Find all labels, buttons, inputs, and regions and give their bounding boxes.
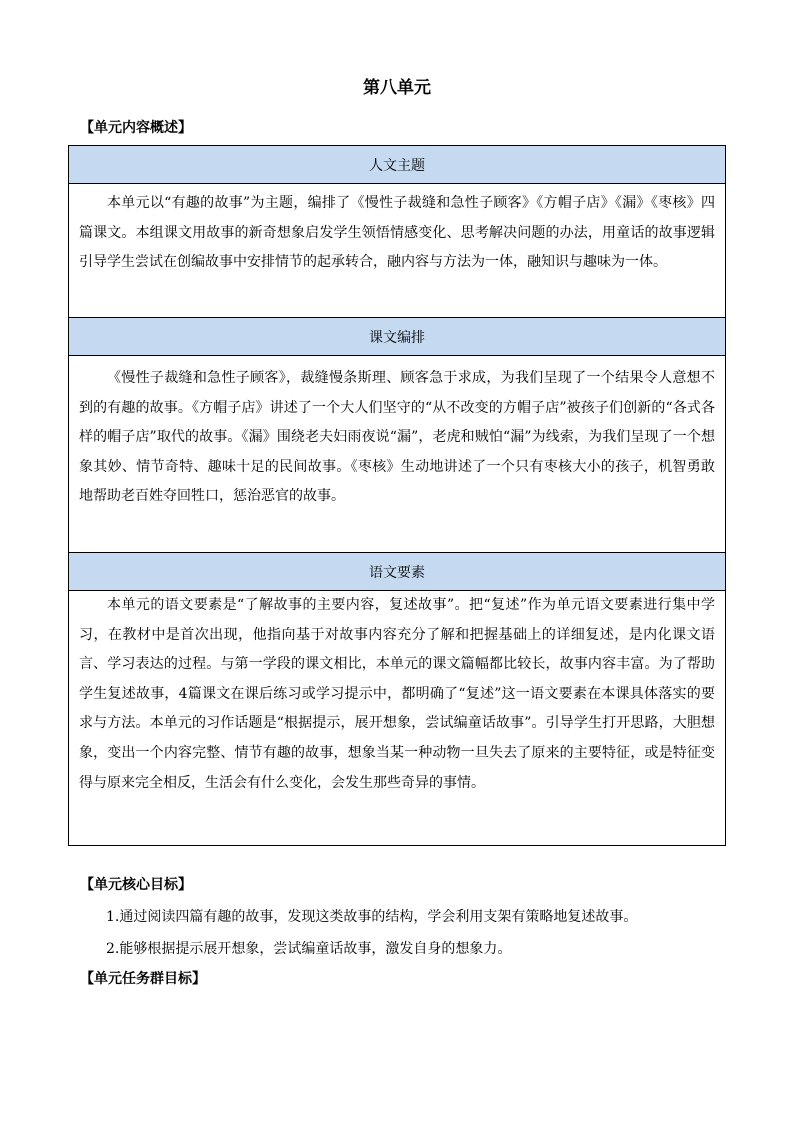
overview-table [68, 145, 726, 846]
table-cell-elements: 本单元的语文要素是“了解故事的主要内容，复述故事”。把“复述”作为单元语文要素进行集中学习，在教材中是首次出现，他指向基于对故事内容充分了解和把握基础上的详细复述，是内化课文语言、学习表达的过程。与第一学段的课文相比，本单元的课文篇幅都比较长，故事内容丰富。为了帮助学生复述故事，4篇课文在课后练习或学习提示中，都明确了“复述”这一语文要素在本课具体落实的要求与方法。本单元的习作话题是“根据提示，展开想象，尝试编童话故事”。引导学生打开思路，大胆想象，变出一个内容完整、情节有趣的故事，想象当某一种动物一旦失去了原来的主要特征，或是特征变得与原来完全相反，生活会有什么变化，会发生那些奇异的事情。 [79, 597, 715, 791]
task-goals-heading: 【单元任务群目标】 [80, 971, 206, 987]
core-goals-heading: 【单元核心目标】 [80, 877, 192, 893]
table-cell-arrangement: 《慢性子裁缝和急性子顾客》，裁缝慢条斯理、顾客急于求成，为我们呈现了一个结果令人意想不到的有趣的故事。《方帽子店》讲述了一个大人们坚守的“从不改变的方帽子店”被孩子们创新的“各式各样的帽子店”取代的故事。《漏》围绕老夫妇雨夜说“漏”，老虎和贼怕“漏”为线索，为我们呈现了一个想象其妙、情节奇特、趣味十足的民间故事。《枣核》生动地讲述了一个只有枣核大小的孩子，机智勇敢地帮助老百姓夺回牲口，惩治恶官的故事。 [69, 356, 725, 553]
table-header-elements: 语文要素 [69, 553, 725, 591]
table-header-theme: 人文主题 [69, 146, 725, 184]
table-header-arrangement: 课文编排 [69, 318, 725, 356]
core-goal-item: 1.通过阅读四篇有趣的故事，发现这类故事的结构，学会利用支架有策略地复述故事。 [106, 909, 638, 925]
page-title: 第八单元 [363, 78, 431, 98]
table-cell-theme: 本单元以“有趣的故事”为主题，编排了《慢性子裁缝和急性子顾客》《方帽子店》《漏》《枣核》四篇课文。本组课文用故事的新奇想象启发学生领悟情感变化、思考解决问题的办法，用童话的故事逻辑引导学生尝试在创编故事中安排情节的起承转合，融内容与方法为一体，融知识与趣味为一体。 [69, 184, 725, 318]
core-goal-item: 2.能够根据提示展开想象，尝试编童话故事，激发自身的想象力。 [106, 941, 512, 957]
overview-heading: 【单元内容概述】 [80, 120, 192, 136]
